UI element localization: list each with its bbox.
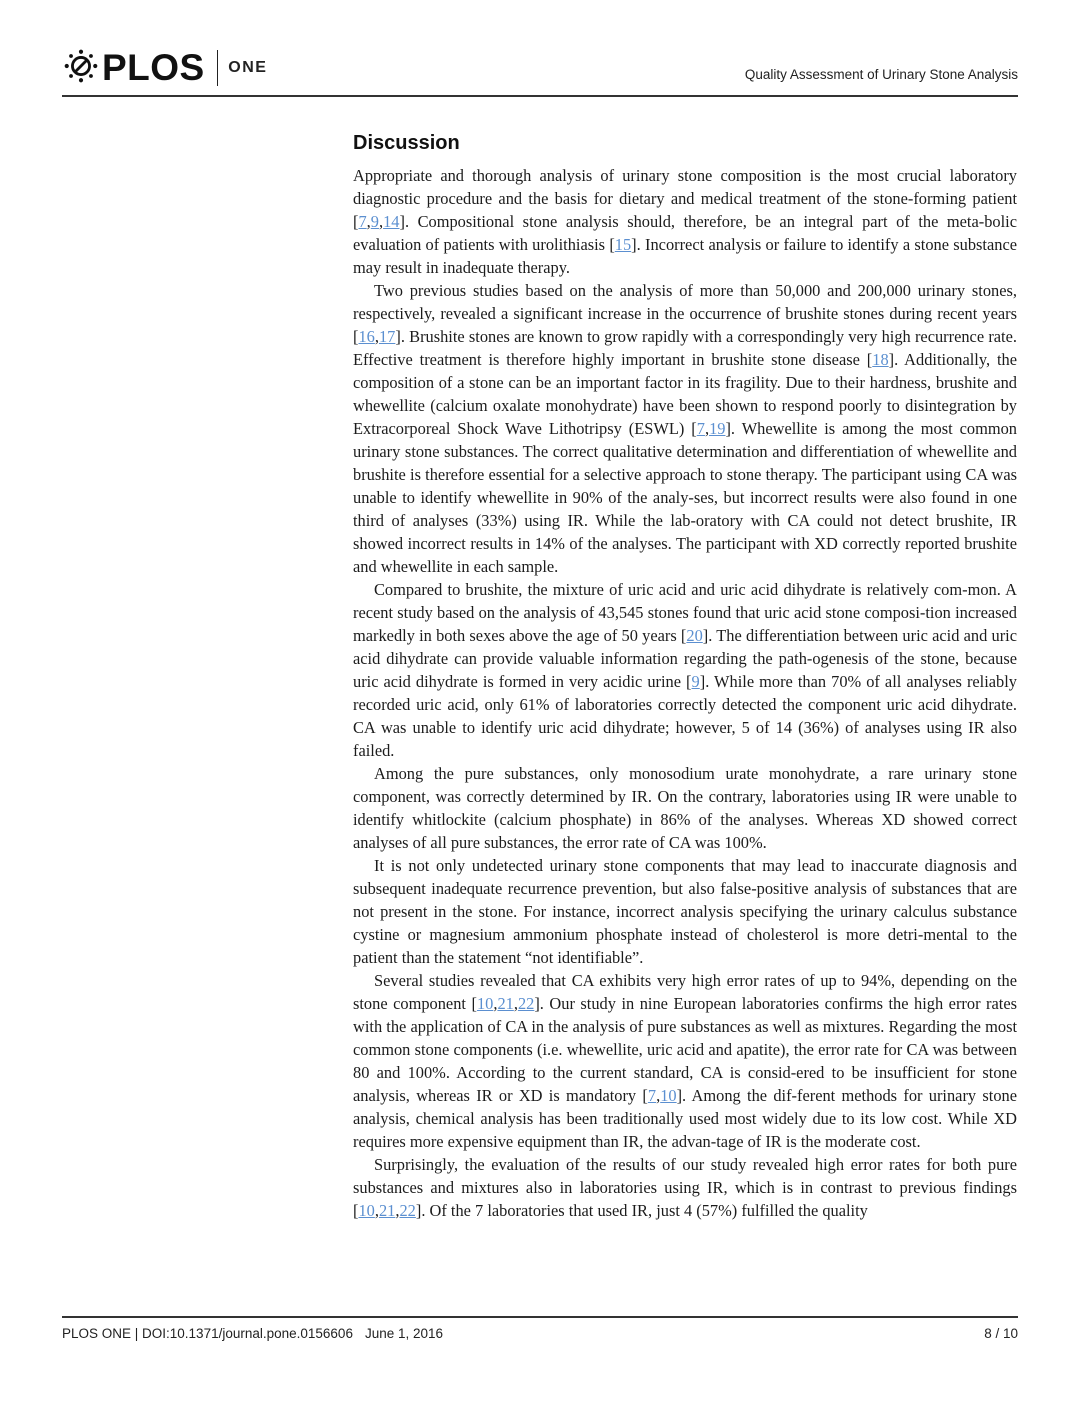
paragraph-text: , xyxy=(374,327,379,346)
citation-link[interactable]: 22 xyxy=(517,994,535,1013)
paragraph xyxy=(353,762,1017,854)
footer-date: June 1, 2016 xyxy=(364,1326,444,1341)
article-body xyxy=(353,128,1017,1222)
paragraph-text: Appropriate and thorough analysis of urinary stone composition is the most crucial laboratory diagnostic procedure and the basis for dietary and medical treatment of the stone-forming patient [ xyxy=(353,166,1017,231)
citation-link[interactable]: 22 xyxy=(399,1201,416,1220)
paragraph xyxy=(353,578,1017,762)
journal-logo[interactable] xyxy=(62,48,267,88)
paragraph-text: , xyxy=(656,1086,661,1105)
paragraph-text: ]. Our study in nine European laboratories confirms the high error rates with the application of CA in the analysis of pure substances as well as mixtures. Regarding the most common stone components (i.e. whewellite, uric acid and apatite), the error rate for CA was between 80 and 100%. According to the current standard, CA is consid-ered to be insufficient for stone analysis, whereas IR or XD is mandatory [ xyxy=(353,994,1017,1105)
citation-link[interactable]: 17 xyxy=(378,327,396,346)
citation-link[interactable]: 18 xyxy=(872,350,889,369)
logo-wordmark: PLOS xyxy=(102,47,205,88)
running-title: Quality Assessment of Urinary Stone Analysis xyxy=(744,67,1018,82)
paragraph xyxy=(353,164,1017,279)
paragraph-text: , xyxy=(374,1201,379,1220)
logo-suffix: ONE xyxy=(228,59,268,76)
paragraph-text: ]. Of the 7 laboratories that used IR, just 4 (57%) fulfilled the quality xyxy=(415,1201,868,1220)
citation-link[interactable]: 9 xyxy=(370,212,379,231)
citation-link[interactable]: 15 xyxy=(614,235,632,254)
citation-link[interactable]: 7 xyxy=(358,212,367,231)
citation-link[interactable]: 21 xyxy=(378,1201,396,1220)
paragraph xyxy=(353,854,1017,969)
footer-citation xyxy=(62,1326,443,1341)
citation-link[interactable]: 9 xyxy=(691,672,700,691)
paragraph-text: Two previous studies based on the analysis of more than 50,000 and 200,000 urinary stones, respectively, revealed a significant increase in the occurrence of brushite stones during recent years [ xyxy=(353,281,1017,346)
page-number: 8 / 10 xyxy=(984,1326,1018,1341)
paragraph-text: ]. Brushite stones are known to grow rapidly with a correspondingly very high recurrence rate. Effective treatment is therefore highly important in brushite stone disease [ xyxy=(353,327,1017,369)
paragraph-text: , xyxy=(395,1201,400,1220)
paragraph xyxy=(353,1153,1017,1222)
paragraph-text: ]. Additionally, the composition of a stone can be an important factor in its fragility. Due to their hardness, brushite and whewellite (calcium oxalate monohydrate) have been shown to respond poorly to disintegration by Extracorporeal Shock Wave Lithotripsy (ESWL) [ xyxy=(353,350,1017,438)
paragraph-text: Compared to brushite, the mixture of uric acid and uric acid dihydrate is relatively com-mon. A recent study based on the analysis of 43,545 stones found that uric acid stone composi-tion increased markedly in both sexes above the age of 50 years [ xyxy=(353,580,1017,645)
citation-link[interactable]: 19 xyxy=(709,419,726,438)
citation-link[interactable]: 20 xyxy=(686,626,703,645)
citation-link[interactable]: 7 xyxy=(647,1086,657,1105)
logo-divider xyxy=(217,50,219,86)
paragraph-text: Surprisingly, the evaluation of the results of our study revealed high error rates for both pure substances and mixtures also in laboratories using IR, which is in contrast to previous findings [ xyxy=(353,1155,1017,1220)
header-divider xyxy=(62,95,1018,97)
citation-link[interactable]: 16 xyxy=(358,327,375,346)
footer-divider xyxy=(62,1316,1018,1318)
paragraph-text: , xyxy=(366,212,371,231)
paragraph-text: ]. Incorrect analysis or failure to identify a stone substance may result in inadequate therapy. xyxy=(353,235,1017,277)
section-title: Discussion xyxy=(353,132,460,154)
page-header xyxy=(62,42,1018,96)
plos-emblem-icon xyxy=(62,47,100,90)
paragraph-text: , xyxy=(493,994,498,1013)
paragraph-text: ]. The differentiation between uric acid and uric acid dihydrate can provide valuable information regarding the path-ogenesis of the stone, because uric acid dihydrate is formed in very acidic urine [ xyxy=(353,626,1017,691)
paragraph-text: ]. Whewellite is among the most common urinary stone substances. The correct qualitative determination and differentiation of whewellite and brushite is therefore essential for a selective approach to stone therapy. The participant using CA was unable to identify whewellite in 90% of the analy-ses, but incorrect results were also found in one third of analyses (33%) using IR. While the lab-oratory with CA could not detect brushite, IR showed incorrect results in 14% of the analyses. The participant with XD correctly reported brushite and whewellite in each sample. xyxy=(353,419,1017,576)
citation-link[interactable]: 10 xyxy=(476,994,494,1013)
paragraph-text: Several studies revealed that CA exhibits very high error rates of up to 94%, depending on the stone component [ xyxy=(353,971,1017,1013)
paragraph-text: , xyxy=(378,212,384,231)
paragraph xyxy=(353,279,1017,578)
citation-link[interactable]: 7 xyxy=(696,419,705,438)
paragraph-text: , xyxy=(704,419,710,438)
citation-link[interactable]: 10 xyxy=(660,1086,677,1105)
paragraph-text: Among the pure substances, only monosodium urate monohydrate, a rare urinary stone component, was correctly determined by IR. On the contrary, laboratories using IR were unable to identify whitlockite (calcium phosphate) in 86% of the analyses. Whereas XD showed correct analyses of all pure substances, the error rate of CA was 100%. xyxy=(353,764,1017,852)
paragraph-text: , xyxy=(513,994,518,1013)
paragraph-text: It is not only undetected urinary stone components that may lead to inaccurate diagnosis and subsequent inadequate recurrence prevention, but also false-positive analysis of substances that are not present in the stone. For instance, incorrect analysis specifying the urinary calculus substance cystine or magnesium ammonium phosphate instead of cholesterol is more detri-mental to the patient than the statement “not identifiable”. xyxy=(353,856,1017,967)
citation-link[interactable]: 14 xyxy=(383,212,400,231)
paragraph-text: ]. Compositional stone analysis should, therefore, be an integral part of the meta-bolic evaluation of patients with urolithiasis [ xyxy=(353,212,1017,254)
paragraph-text: ]. While more than 70% of all analyses reliably recorded uric acid, only 61% of laboratories correctly detected the component uric acid dihydrate. CA was unable to identify uric acid dihydrate; however, 5 of 14 (36%) of analyses using IR also failed. xyxy=(353,672,1017,760)
paragraph xyxy=(353,969,1017,1153)
citation-link[interactable]: 21 xyxy=(497,994,514,1013)
paragraph-text: ]. Among the dif-ferent methods for urinary stone analysis, chemical analysis has been traditionally used most widely due to its low cost. While XD requires more expensive equipment than IR, the advan-tage of IR is the moderate cost. xyxy=(353,1086,1017,1151)
footer-doi[interactable]: PLOS ONE | DOI:10.1371/journal.pone.0156606 xyxy=(62,1326,353,1341)
citation-link[interactable]: 10 xyxy=(358,1201,375,1220)
